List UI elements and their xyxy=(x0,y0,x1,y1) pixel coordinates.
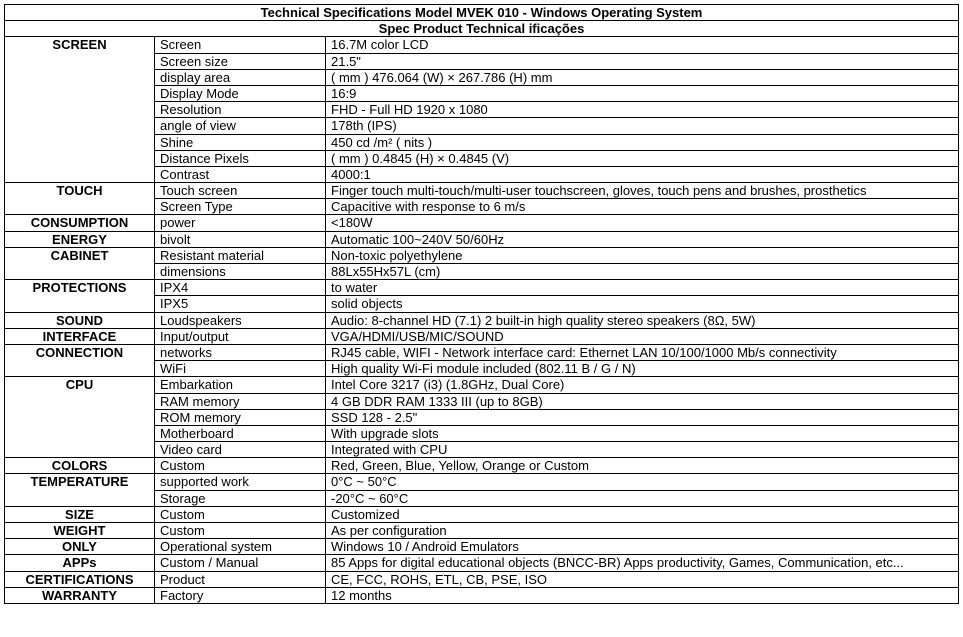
property-value: Red, Green, Blue, Yellow, Orange or Custom xyxy=(326,458,959,474)
property-label: Embarkation xyxy=(155,377,326,393)
spec-row xyxy=(5,587,959,603)
property-label: Factory xyxy=(155,587,326,603)
spec-row xyxy=(5,571,959,587)
property-value: Automatic 100~240V 50/60Hz xyxy=(326,231,959,247)
property-label: Screen xyxy=(155,37,326,53)
property-label: Resistant material xyxy=(155,247,326,263)
property-value: ( mm ) 0.4845 (H) × 0.4845 (V) xyxy=(326,150,959,166)
property-label: WiFi xyxy=(155,361,326,377)
spec-row xyxy=(5,328,959,344)
property-label: display area xyxy=(155,69,326,85)
category-cell: ENERGY xyxy=(5,231,155,247)
property-value: 12 months xyxy=(326,587,959,603)
category-cell: ONLY xyxy=(5,539,155,555)
property-label: Custom / Manual xyxy=(155,555,326,571)
category-cell: SIZE xyxy=(5,506,155,522)
property-label: angle of view xyxy=(155,118,326,134)
property-label: Video card xyxy=(155,442,326,458)
property-value: SSD 128 - 2.5" xyxy=(326,409,959,425)
property-label: IPX5 xyxy=(155,296,326,312)
category-cell: CABINET xyxy=(5,247,155,279)
property-label: Input/output xyxy=(155,328,326,344)
spec-row xyxy=(5,312,959,328)
category-cell: CONSUMPTION xyxy=(5,215,155,231)
property-value: 450 cd /m² ( nits ) xyxy=(326,134,959,150)
property-value: As per configuration xyxy=(326,523,959,539)
property-label: Distance Pixels xyxy=(155,150,326,166)
property-value: -20°C ~ 60°C xyxy=(326,490,959,506)
spec-row xyxy=(5,506,959,522)
property-value: <180W xyxy=(326,215,959,231)
property-value: FHD - Full HD 1920 x 1080 xyxy=(326,102,959,118)
spec-row xyxy=(5,231,959,247)
spec-table xyxy=(4,4,959,604)
property-value: 178th (IPS) xyxy=(326,118,959,134)
spec-row xyxy=(5,344,959,360)
property-label: Motherboard xyxy=(155,425,326,441)
property-value: ( mm ) 476.064 (W) × 267.786 (H) mm xyxy=(326,69,959,85)
property-value: 21.5" xyxy=(326,53,959,69)
property-value: Intel Core 3217 (i3) (1.8GHz, Dual Core) xyxy=(326,377,959,393)
category-cell: CPU xyxy=(5,377,155,458)
category-cell: TOUCH xyxy=(5,183,155,215)
category-cell: APPs xyxy=(5,555,155,571)
property-value: 4 GB DDR RAM 1333 III (up to 8GB) xyxy=(326,393,959,409)
spec-row xyxy=(5,183,959,199)
spec-row xyxy=(5,539,959,555)
property-value: Non-toxic polyethylene xyxy=(326,247,959,263)
property-value: solid objects xyxy=(326,296,959,312)
spec-row xyxy=(5,458,959,474)
spec-row xyxy=(5,37,959,53)
spec-row xyxy=(5,474,959,490)
property-value: 16.7M color LCD xyxy=(326,37,959,53)
spec-row xyxy=(5,555,959,571)
property-label: Operational system xyxy=(155,539,326,555)
property-value: 16:9 xyxy=(326,85,959,101)
property-label: networks xyxy=(155,344,326,360)
spec-row xyxy=(5,215,959,231)
category-cell: CONNECTION xyxy=(5,344,155,376)
property-label: dimensions xyxy=(155,264,326,280)
category-cell: INTERFACE xyxy=(5,328,155,344)
property-label: Storage xyxy=(155,490,326,506)
property-label: Resolution xyxy=(155,102,326,118)
category-cell: PROTECTIONS xyxy=(5,280,155,312)
property-label: Custom xyxy=(155,506,326,522)
property-label: bivolt xyxy=(155,231,326,247)
spec-row xyxy=(5,247,959,263)
category-cell: CERTIFICATIONS xyxy=(5,571,155,587)
category-cell: COLORS xyxy=(5,458,155,474)
property-value: Capacitive with response to 6 m/s xyxy=(326,199,959,215)
property-value: VGA/HDMI/USB/MIC/SOUND xyxy=(326,328,959,344)
table-subtitle: Spec Product Technical ificações xyxy=(5,21,959,37)
property-value: CE, FCC, ROHS, ETL, CB, PSE, ISO xyxy=(326,571,959,587)
category-cell: TEMPERATURE xyxy=(5,474,155,506)
property-value: to water xyxy=(326,280,959,296)
subtitle-row xyxy=(5,21,959,37)
property-label: Display Mode xyxy=(155,85,326,101)
property-label: Shine xyxy=(155,134,326,150)
property-label: Screen Type xyxy=(155,199,326,215)
property-label: Contrast xyxy=(155,166,326,182)
property-label: ROM memory xyxy=(155,409,326,425)
spec-row xyxy=(5,280,959,296)
property-value: RJ45 cable, WIFI - Network interface card: Ethernet LAN 10/100/1000 Mb/s connectivity xyxy=(326,344,959,360)
table-title: Technical Specifications Model MVEK 010 - Windows Operating System xyxy=(5,5,959,21)
property-label: Product xyxy=(155,571,326,587)
property-label: Loudspeakers xyxy=(155,312,326,328)
property-label: Screen size xyxy=(155,53,326,69)
property-value: 85 Apps for digital educational objects (BNCC-BR) Apps productivity, Games, Communication, etc... xyxy=(326,555,959,571)
property-value: 4000:1 xyxy=(326,166,959,182)
category-cell: WEIGHT xyxy=(5,523,155,539)
property-value: Windows 10 / Android Emulators xyxy=(326,539,959,555)
property-value: Finger touch multi-touch/multi-user touchscreen, gloves, touch pens and brushes, prosthetics xyxy=(326,183,959,199)
property-label: IPX4 xyxy=(155,280,326,296)
category-cell: SCREEN xyxy=(5,37,155,183)
property-value: Integrated with CPU xyxy=(326,442,959,458)
property-value: 88Lx55Hx57L (cm) xyxy=(326,264,959,280)
property-value: Customized xyxy=(326,506,959,522)
property-label: Custom xyxy=(155,458,326,474)
property-value: Audio: 8-channel HD (7.1) 2 built-in high quality stereo speakers (8Ω, 5W) xyxy=(326,312,959,328)
category-cell: WARRANTY xyxy=(5,587,155,603)
property-label: power xyxy=(155,215,326,231)
title-row xyxy=(5,5,959,21)
category-cell: SOUND xyxy=(5,312,155,328)
property-label: Touch screen xyxy=(155,183,326,199)
property-label: RAM memory xyxy=(155,393,326,409)
property-label: Custom xyxy=(155,523,326,539)
property-value: 0°C ~ 50°C xyxy=(326,474,959,490)
property-value: With upgrade slots xyxy=(326,425,959,441)
property-value: High quality Wi-Fi module included (802.11 B / G / N) xyxy=(326,361,959,377)
property-label: supported work xyxy=(155,474,326,490)
spec-row xyxy=(5,377,959,393)
spec-row xyxy=(5,523,959,539)
